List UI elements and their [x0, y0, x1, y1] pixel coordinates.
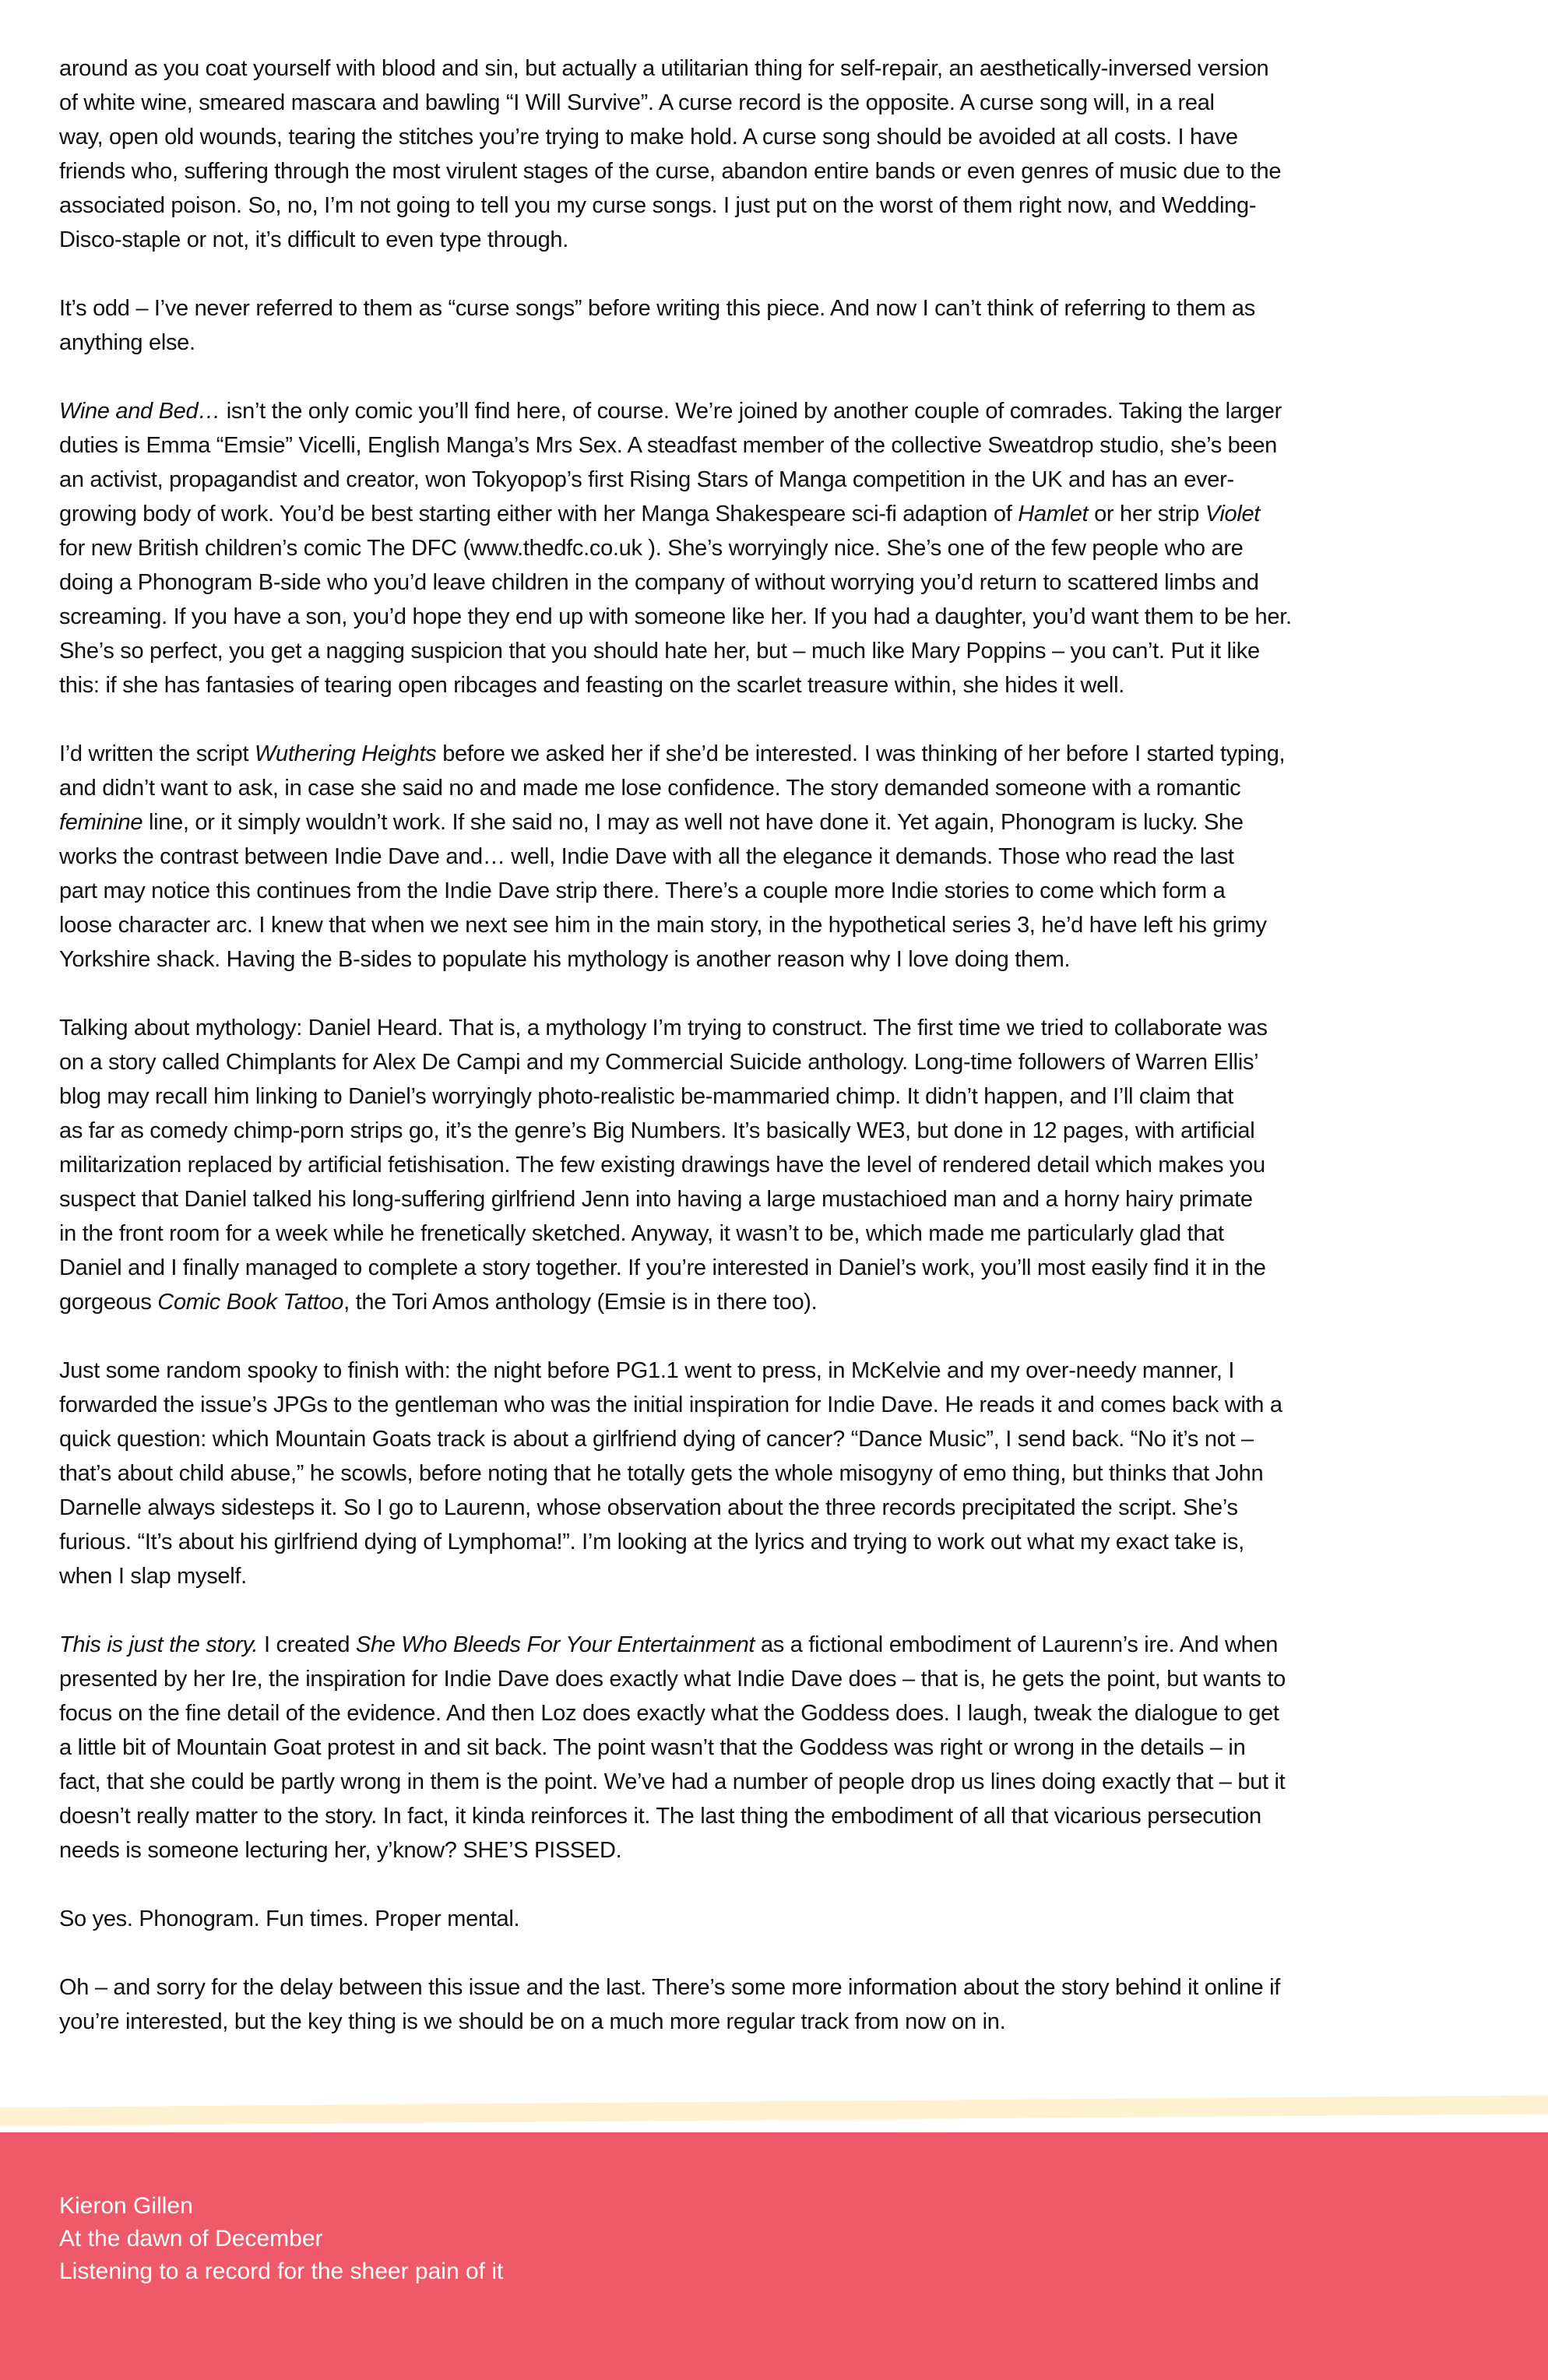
body-text-segment: I’d written the script	[59, 741, 255, 766]
body-text-segment: as a fictional embodiment of Laurenn’s ire. And when presented by her Ire, the inspiration for Indie Dave does exactly what Indie Dave does – that is, he gets the point, but wants to focus on the fine detail of the evidence. And then Loz does exactly what the Goddess does. I laugh, tweak the dialogue to get a little bit of Mountain Goat protest in and sit back. The point wasn’t that the Goddess was right or wrong in the details – in fact, that she could be partly wrong in them is the point. We’ve had a number of people drop us lines doing exactly that – but it doesn’t really matter to the story. In fact, it kinda reinforces it. The last thing the embodiment of all that vicarious persecution needs is someone lecturing her, y’know? SHE’S PISSED.	[59, 1632, 1286, 1863]
body-text-segment: It’s odd – I’ve never referred to them as “curse songs” before writing this piece. And now I can’t think of referring to them as anything else.	[59, 296, 1255, 355]
paragraph-5	[59, 1011, 1492, 1319]
paragraph-9	[59, 1970, 1492, 2039]
italic-title-text: Hamlet	[1018, 502, 1089, 526]
body-text-segment: I created	[258, 1632, 356, 1657]
body-text-segment: before we asked her if she’d be interested. I was thinking of her before I started typing, and didn’t want to ask, in case she said no and made me lose confidence. The story demanded someone with a romantic	[59, 741, 1286, 801]
italic-title-text: Wuthering Heights	[254, 741, 437, 766]
article-body	[59, 51, 1492, 2039]
italic-title-text: Comic Book Tattoo	[157, 1290, 344, 1315]
body-text-segment: Talking about mythology: Daniel Heard. That is, a mythology I’m trying to construct. The first time we tried to collaborate was on a story called Chimplants for Alex De Campi and my Commercial Suicide anthology. Long-time followers of Warren Ellis’ blog may recall him linking to Daniel’s worryingly photo-realistic be-mammaried chimp. It didn’t happen, and I’ll claim that as far as comedy chimp-porn strips go, it’s the genre’s Big Numbers. It’s basically WE3, but done in 12 pages, with artificial militarization replaced by artificial fetishisation. The few existing drawings have the level of rendered detail which makes you suspect that Daniel talked his long-suffering girlfriend Jenn into having a large mustachioed man and a horny hairy primate in the front room for a week while he frenetically sketched. Anyway, it wasn’t to be, which made me particularly glad that Daniel and I finally managed to complete a story together. If you’re interested in Daniel’s work, you’ll most easily find it in the gorgeous	[59, 1016, 1268, 1315]
paragraph-4	[59, 737, 1492, 977]
signoff-author-name: Kieron Gillen	[59, 2193, 193, 2219]
footer-accent-stripe	[0, 2095, 1548, 2126]
signoff-listening-line: Listening to a record for the sheer pain of it	[59, 2259, 504, 2284]
italic-title-text: Violet	[1205, 502, 1261, 526]
paragraph-2	[59, 291, 1492, 360]
author-signoff	[59, 2190, 503, 2288]
paragraph-8	[59, 1902, 1492, 1936]
italic-title-text: Wine and Bed…	[59, 399, 221, 424]
body-text-segment: Oh – and sorry for the delay between this issue and the last. There’s some more information about the story behind it online if you’re interested, but the key thing is we should be on a much more regular track from now on in.	[59, 1975, 1281, 2034]
signoff-date-line: At the dawn of December	[59, 2226, 323, 2251]
italic-title-text: feminine	[59, 810, 143, 835]
body-text-segment: or her strip	[1088, 502, 1205, 526]
body-text-segment: So yes. Phonogram. Fun times. Proper mental.	[59, 1906, 520, 1931]
paragraph-1	[59, 51, 1492, 257]
paragraph-6	[59, 1354, 1492, 1593]
italic-title-text: She Who Bleeds For Your Entertainment	[355, 1632, 755, 1657]
paragraph-3	[59, 394, 1492, 702]
italic-title-text: This is just the story.	[59, 1632, 259, 1657]
body-text-segment: line, or it simply wouldn’t work. If she said no, I may as well not have done it. Yet again, Phonogram is lucky. She works the contrast between Indie Dave and… well, Indie Dave with all the elegance it demands. Those who read the last part may notice this continues from the Indie Dave strip there. There’s a couple more Indie stories to come which form a loose character arc. I knew that when we next see him in the main story, in the hypothetical series 3, he’d have left his grimy Yorkshire shack. Having the B-sides to populate his mythology is another reason why I love doing them.	[59, 810, 1267, 972]
body-text-segment: isn’t the only comic you’ll find here, of course. We’re joined by another couple of comrades. Taking the larger duties is Emma “Emsie” Vicelli, English Manga’s Mrs Sex. A steadfast member of the collective Sweatdrop studio, she’s been an activist, propagandist and creator, won Tokyopop’s first Rising Stars of Manga competition in the UK and has an ever- growing body of work. You’d be best starting either with her Manga Shakespeare sci-fi adaption of	[59, 399, 1282, 526]
body-text-segment: for new British children’s comic The DFC (www.thedfc.co.uk ). She’s worryingly nice. She’s one of the few people who are doing a Phonogram B-side who you’d leave children in the company of without worrying you’d return to scattered limbs and screaming. If you have a son, you’d hope they end up with someone like her. If you had a daughter, you’d want them to be her. She’s so perfect, you get a nagging suspicion that you should hate her, but – much like Mary Poppins – you can’t. Put it like this: if she has fantasies of tearing open ribcages and feasting on the scarlet treasure within, she hides it well.	[59, 536, 1292, 698]
paragraph-7	[59, 1628, 1492, 1868]
body-text-segment: , the Tori Amos anthology (Emsie is in there too).	[343, 1290, 818, 1315]
body-text-segment: Just some random spooky to finish with: the night before PG1.1 went to press, in McKelvie and my over-needy manner, I forwarded the issue’s JPGs to the gentleman who was the initial inspiration for Indie Dave. He reads it and comes back with a quick question: which Mountain Goats track is about a girlfriend dying of cancer? “Dance Music”, I send back. “No it’s not – that’s about child abuse,” he scowls, before noting that he totally gets the whole misogyny of emo thing, but thinks that John Darnelle always sidesteps it. So I go to Laurenn, whose observation about the three records precipitated the script. She’s furious. “It’s about his girlfriend dying of Lymphoma!”. I’m looking at the lyrics and trying to work out what my exact take is, when I slap myself.	[59, 1358, 1282, 1589]
body-text-segment: around as you coat yourself with blood and sin, but actually a utilitarian thing for self-repair, an aesthetically-inversed version of white wine, smeared mascara and bawling “I Will Survive”. A curse record is the opposite. A curse song will, in a real way, open old wounds, tearing the stitches you’re trying to make hold. A curse song should be avoided at all costs. I have friends who, suffering through the most virulent stages of the curse, abandon entire bands or even genres of music due to the associated poison. So, no, I’m not going to tell you my curse songs. I just put on the worst of them right now, and Wedding- Disco-staple or not, it’s difficult to even type through.	[59, 56, 1282, 252]
